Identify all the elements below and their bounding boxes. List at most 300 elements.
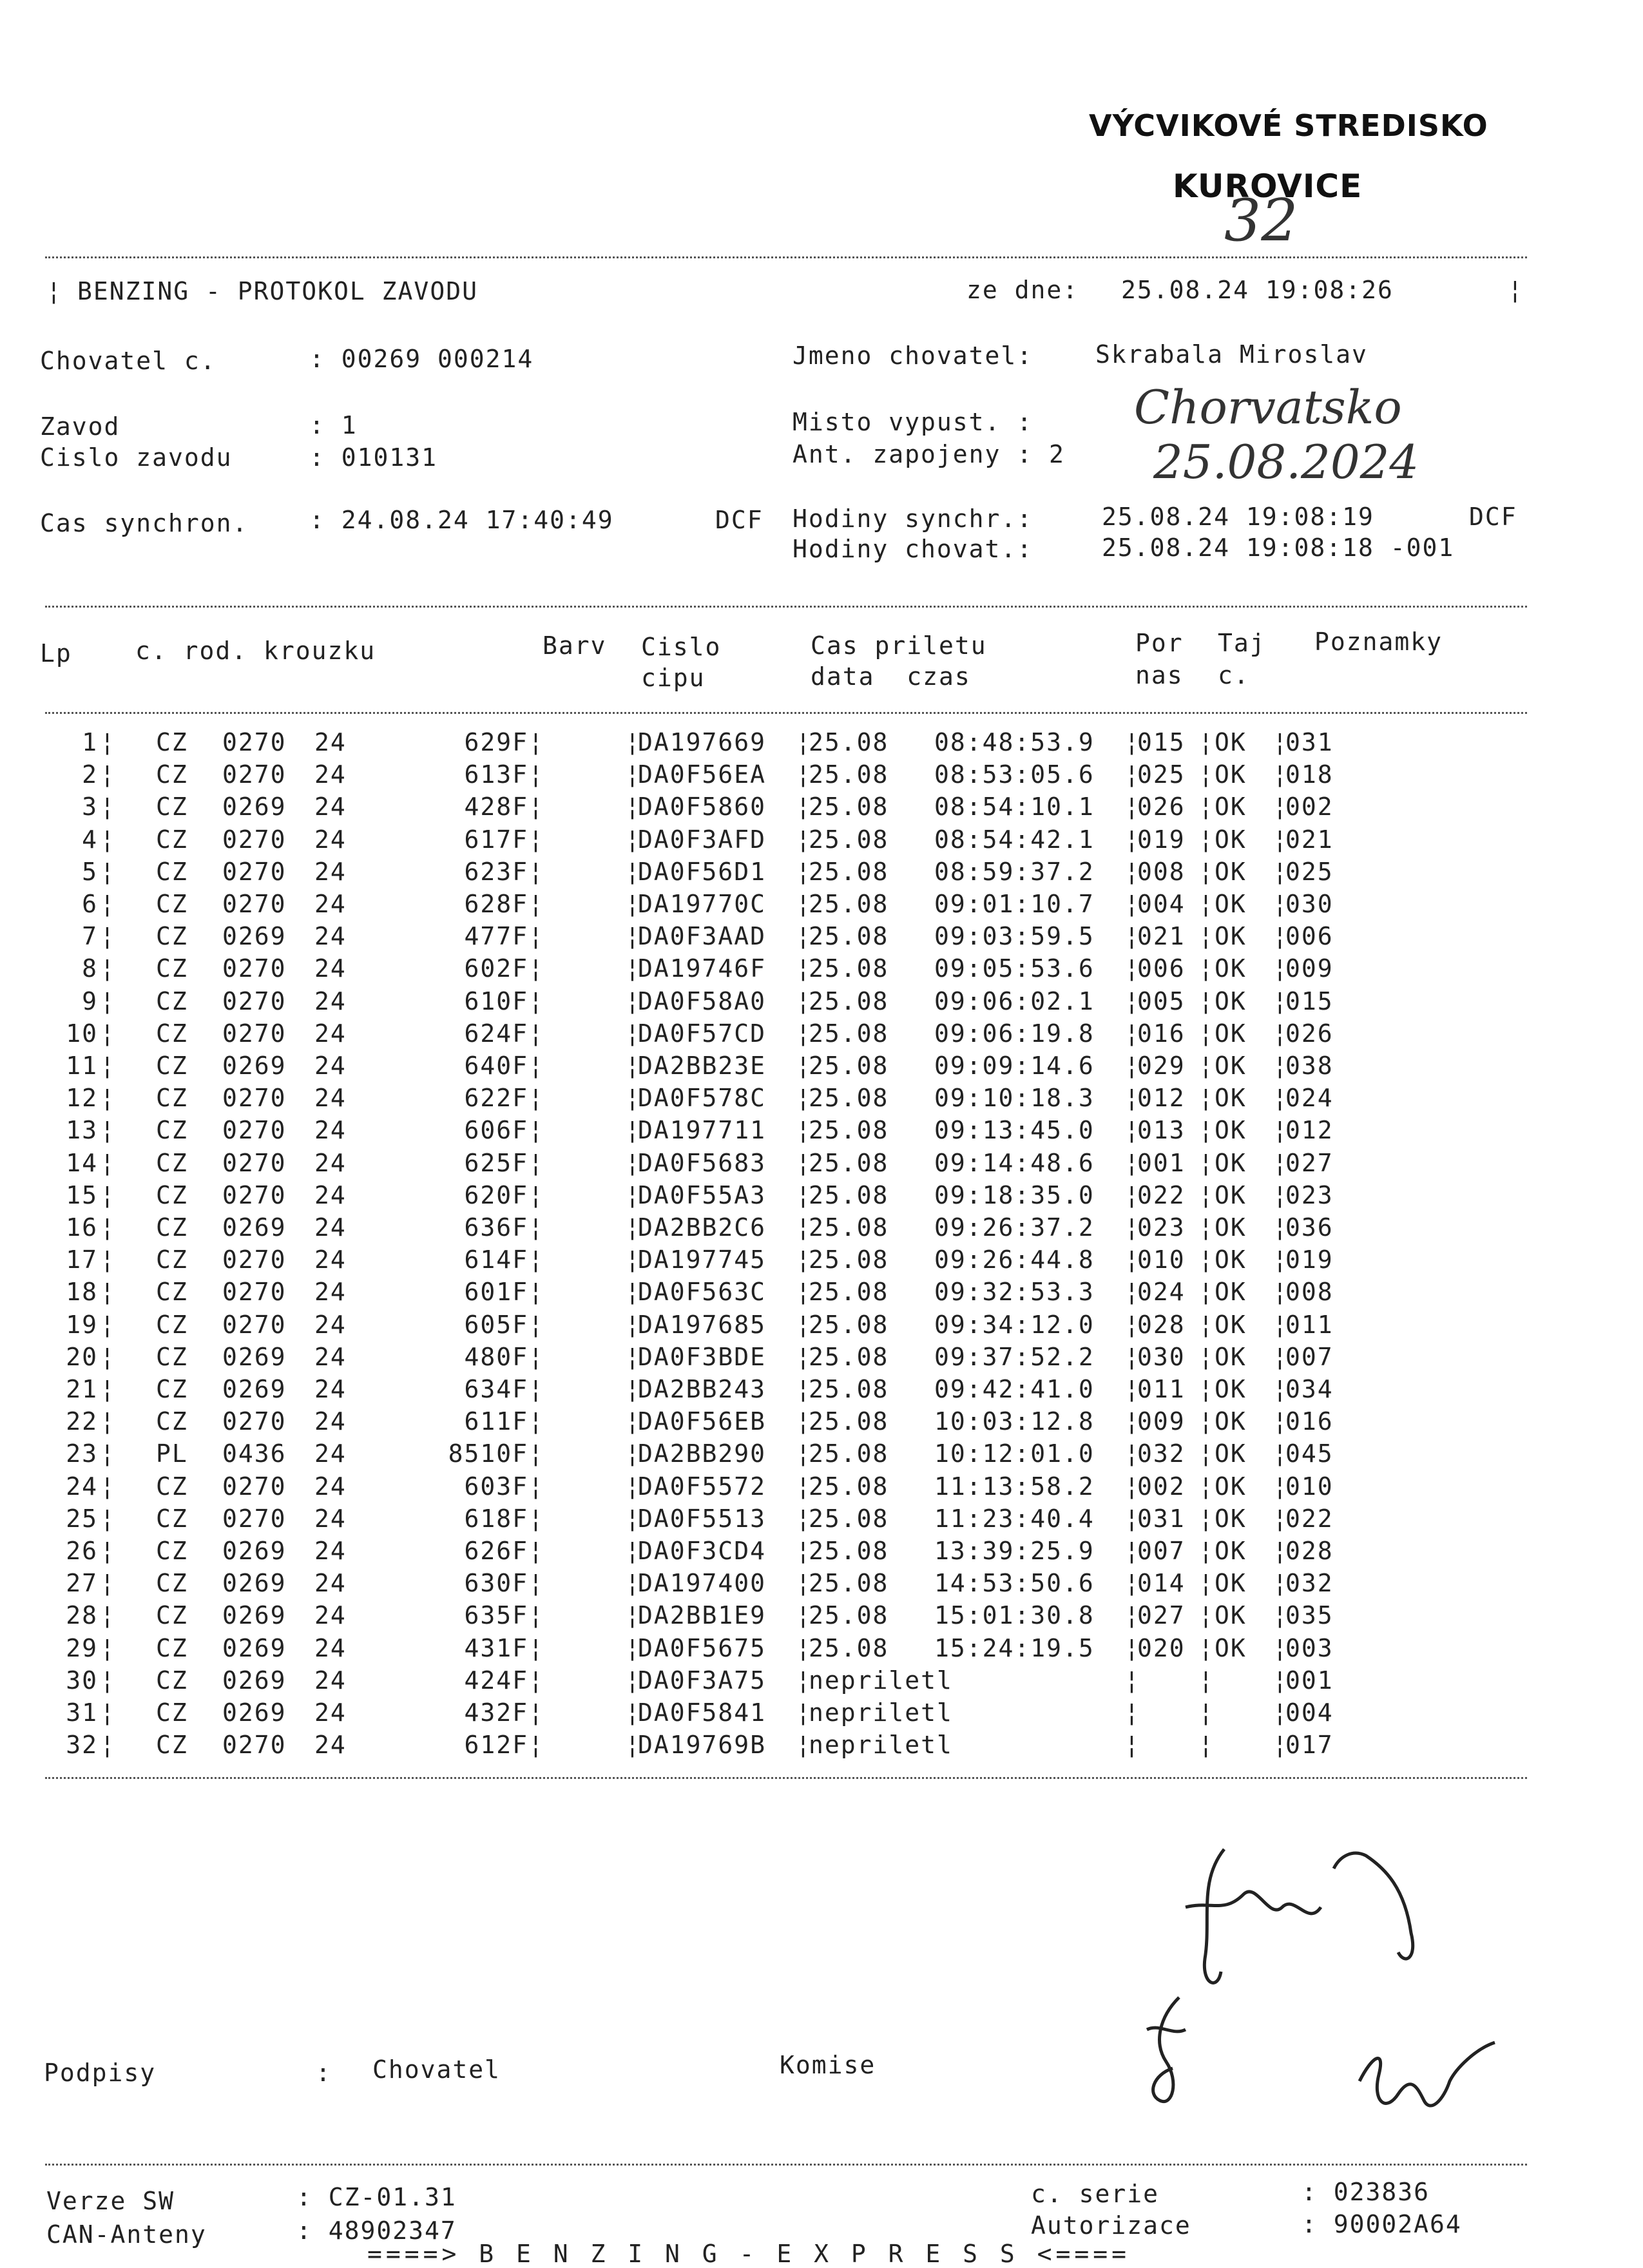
cell-ring: 610F [464,986,528,1015]
cell-por: 005 [1137,986,1186,1015]
cell-year: 24 [314,1052,347,1080]
cell-date: nepriletl [809,1698,953,1727]
col-color-header: Barv [543,631,607,660]
divider [45,606,1527,608]
column-separator: ¦ [625,1633,641,1662]
cell-note: 019 [1285,1245,1334,1274]
column-separator: ¦ [625,760,641,789]
cell-chip: DA197400 [638,1569,767,1598]
cell-taj: OK [1215,1537,1247,1565]
cell-por: 020 [1137,1633,1186,1662]
column-separator: ¦ [1198,1310,1215,1339]
cell-por: 032 [1137,1439,1186,1468]
cell-taj: OK [1215,1310,1247,1339]
brand-banner: ====> B E N Z I N G - E X P R E S S <==== [367,2240,1130,2268]
column-separator: ¦ [100,890,116,918]
cell-chip: DA197669 [638,728,767,756]
column-separator: ¦ [1273,1504,1289,1533]
cell-country: CZ [156,1569,188,1598]
cell-note: 009 [1285,954,1334,983]
cell-por: 011 [1137,1375,1186,1403]
cell-lp: 32 [66,1731,98,1760]
cell-lp: 3 [82,793,98,822]
column-separator: ¦ [1198,986,1215,1015]
signature-breeder [1173,1830,1456,1997]
cell-year: 24 [314,1213,347,1242]
cell-lp: 31 [66,1698,98,1727]
cell-chip: DA19770C [638,890,767,918]
cell-lp: 9 [82,986,98,1015]
cell-date: 25.08 [809,1148,889,1177]
cell-time: 10:12:01.0 [934,1439,1095,1468]
cell-taj: OK [1215,857,1247,886]
cell-time: 15:01:30.8 [934,1601,1095,1630]
breeder-name-label: Jmeno chovatel: [793,341,1033,370]
cell-country: CZ [156,825,188,854]
cell-note: 032 [1285,1569,1334,1598]
cell-year: 24 [314,1504,347,1533]
column-separator: ¦ [100,1633,116,1662]
column-separator: ¦ [625,954,641,983]
cell-org: 0270 [222,1278,287,1307]
can-antennas-value: : 48902347 [296,2216,457,2245]
authorization-label: Autorizace [1031,2211,1191,2240]
column-separator: ¦ [625,986,641,1015]
cell-taj: OK [1215,1601,1247,1630]
cell-time: 09:10:18.3 [934,1084,1095,1113]
column-separator: ¦ [1273,1278,1289,1307]
cell-note: 021 [1285,825,1334,854]
column-separator: ¦ [528,986,544,1015]
column-separator: ¦ [796,1116,812,1145]
cell-chip: DA0F56D1 [638,857,767,886]
cell-ring: 8510F [448,1439,528,1468]
column-separator: ¦ [796,1537,812,1565]
column-separator: ¦ [1124,1633,1140,1662]
cell-chip: DA0F5841 [638,1698,767,1727]
breeder-no-label: Chovatel c. [40,347,216,375]
cell-country: CZ [156,1698,188,1727]
column-separator: ¦ [1124,1407,1140,1436]
column-separator: ¦ [796,1504,812,1533]
can-antennas-label: CAN-Anteny [46,2220,207,2249]
cell-taj: OK [1215,1245,1247,1274]
cell-lp: 18 [66,1278,98,1307]
column-separator: ¦ [1198,890,1215,918]
clock-breeder-value: 25.08.24 19:08:18 -001 [1102,533,1455,562]
col-arrival-header-1: Cas priletu [811,631,987,660]
cell-org: 0269 [222,1601,287,1630]
cell-note: 034 [1285,1375,1334,1403]
cell-year: 24 [314,1310,347,1339]
cell-note: 025 [1285,857,1334,886]
cell-chip: DA2BB243 [638,1375,767,1403]
column-separator: ¦ [1124,1116,1140,1145]
column-separator: ¦ [1124,1698,1140,1727]
column-separator: ¦ [1198,1052,1215,1080]
cell-ring: 618F [464,1504,528,1533]
cell-chip: DA19769B [638,1731,767,1760]
cell-year: 24 [314,1698,347,1727]
cell-taj: OK [1215,890,1247,918]
cell-taj: OK [1215,1213,1247,1242]
cell-chip: DA0F3CD4 [638,1537,767,1565]
cell-ring: 606F [464,1116,528,1145]
cell-date: 25.08 [809,986,889,1015]
cell-time: 09:18:35.0 [934,1180,1095,1209]
cell-taj: OK [1215,793,1247,822]
cell-note: 036 [1285,1213,1334,1242]
column-separator: ¦ [528,1245,544,1274]
cell-note: 022 [1285,1504,1334,1533]
column-separator: ¦ [625,1019,641,1048]
column-separator: ¦ [796,1052,812,1080]
column-separator: ¦ [528,954,544,983]
column-separator: ¦ [796,1019,812,1048]
cell-date: nepriletl [809,1731,953,1760]
cell-por: 009 [1137,1407,1186,1436]
column-separator: ¦ [796,1148,812,1177]
column-separator: ¦ [625,1342,641,1371]
column-separator: ¦ [100,1052,116,1080]
sw-version-label: Verze SW [46,2187,175,2215]
column-separator: ¦ [796,760,812,789]
column-separator: ¦ [528,1504,544,1533]
cell-country: PL [156,1439,188,1468]
cell-ring: 432F [464,1698,528,1727]
column-separator: ¦ [625,1666,641,1695]
cell-ring: 601F [464,1278,528,1307]
column-separator: ¦ [1273,1569,1289,1598]
cell-time: 09:06:19.8 [934,1019,1095,1048]
cell-date: 25.08 [809,1019,889,1048]
column-separator: ¦ [625,1601,641,1630]
column-separator: ¦ [1198,1569,1215,1598]
cell-note: 023 [1285,1180,1334,1209]
cell-year: 24 [314,1180,347,1209]
col-arrival-header-2: data czas [811,662,971,691]
column-separator: ¦ [1198,1278,1215,1307]
column-separator: ¦ [1198,1698,1215,1727]
cell-org: 0270 [222,728,287,756]
cell-note: 002 [1285,793,1334,822]
cell-note: 004 [1285,1698,1334,1727]
column-separator: ¦ [1273,1245,1289,1274]
cell-date: 25.08 [809,1310,889,1339]
cell-year: 24 [314,1148,347,1177]
cell-ring: 431F [464,1633,528,1662]
column-separator: ¦ [528,1569,544,1598]
cell-org: 0270 [222,760,287,789]
cell-por: 025 [1137,760,1186,789]
column-separator: ¦ [625,1148,641,1177]
cell-country: CZ [156,1601,188,1630]
column-separator: ¦ [1198,1116,1215,1145]
cell-org: 0270 [222,1116,287,1145]
cell-chip: DA0F3AFD [638,825,767,854]
cell-year: 24 [314,1439,347,1468]
cell-year: 24 [314,728,347,756]
col-notes-header: Poznamky [1314,628,1443,656]
column-separator: ¦ [625,1407,641,1436]
cell-time: 09:13:45.0 [934,1116,1095,1145]
cell-note: 003 [1285,1633,1334,1662]
column-separator: ¦ [1124,760,1140,789]
cell-por: 007 [1137,1537,1186,1565]
cell-chip: DA197685 [638,1310,767,1339]
cell-country: CZ [156,857,188,886]
cell-taj: OK [1215,1342,1247,1371]
race-label: Zavod [40,412,120,441]
signature-breeder-label: Chovatel [372,2055,501,2084]
column-separator: ¦ [625,922,641,951]
column-separator: ¦ [528,1148,544,1177]
column-separator: ¦ [1124,1472,1140,1501]
column-separator: ¦ [1273,1633,1289,1662]
column-separator: ¦ [1198,1180,1215,1209]
cell-lp: 19 [66,1310,98,1339]
cell-year: 24 [314,1537,347,1565]
column-separator: ¦ [796,1310,812,1339]
cell-time: 09:42:41.0 [934,1375,1095,1403]
cell-date: 25.08 [809,1245,889,1274]
cell-year: 24 [314,1342,347,1371]
cell-country: CZ [156,1666,188,1695]
column-separator: ¦ [1124,890,1140,918]
cell-lp: 16 [66,1213,98,1242]
column-separator: ¦ [1124,1537,1140,1565]
column-separator: ¦ [528,1084,544,1113]
signature-commission-2 [1347,2030,1501,2126]
cell-date: 25.08 [809,922,889,951]
cell-year: 24 [314,1731,347,1760]
cell-country: CZ [156,890,188,918]
column-separator: ¦ [528,1278,544,1307]
cell-lp: 2 [82,760,98,789]
column-separator: ¦ [1124,793,1140,822]
cell-date: 25.08 [809,793,889,822]
cell-note: 001 [1285,1666,1334,1695]
cell-time: 09:05:53.6 [934,954,1095,983]
cell-country: CZ [156,1278,188,1307]
cell-ring: 634F [464,1375,528,1403]
column-separator: ¦ [100,1698,116,1727]
cell-por: 021 [1137,922,1186,951]
cell-lp: 26 [66,1537,98,1565]
release-handwritten: Chorvatsko [1134,380,1402,434]
column-separator: ¦ [625,728,641,756]
cell-time: 08:54:10.1 [934,793,1095,822]
handwritten-date: 25.08.2024 [1153,435,1419,489]
cell-time: 09:01:10.7 [934,890,1095,918]
column-separator: ¦ [100,1180,116,1209]
cell-lp: 10 [66,1019,98,1048]
cell-por: 014 [1137,1569,1186,1598]
cell-country: CZ [156,1116,188,1145]
cell-note: 011 [1285,1310,1334,1339]
column-separator: ¦ [1124,1180,1140,1209]
breeder-name-value: Skrabala Miroslav [1095,340,1368,369]
sync-value: : 24.08.24 17:40:49 [309,506,614,534]
cell-chip: DA0F3A75 [638,1666,767,1695]
cell-note: 012 [1285,1116,1334,1145]
cell-year: 24 [314,1375,347,1403]
divider [45,1777,1527,1779]
column-separator: ¦ [1198,1407,1215,1436]
divider [45,256,1527,258]
cell-org: 0270 [222,1310,287,1339]
cell-date: 25.08 [809,857,889,886]
cell-date: 25.08 [809,1278,889,1307]
cell-ring: 628F [464,890,528,918]
cell-year: 24 [314,986,347,1015]
cell-date: 25.08 [809,1537,889,1565]
column-separator: ¦ [100,1342,116,1371]
column-separator: ¦ [1124,1504,1140,1533]
cell-country: CZ [156,1019,188,1048]
clock-sync-label: Hodiny synchr.: [793,505,1033,533]
column-separator: ¦ [796,728,812,756]
column-separator: ¦ [796,1342,812,1371]
column-separator: ¦ [528,1116,544,1145]
cell-por: 006 [1137,954,1186,983]
cell-por: 031 [1137,1504,1186,1533]
cell-por: 004 [1137,890,1186,918]
race-value: : 1 [309,411,358,439]
cell-year: 24 [314,1116,347,1145]
column-separator: ¦ [625,1052,641,1080]
cell-org: 0270 [222,954,287,983]
antennas-label: Ant. zapojeny : 2 [793,440,1065,468]
column-separator: ¦ [1124,1310,1140,1339]
col-order-header-2: nas [1135,661,1184,689]
cell-ring: 603F [464,1472,528,1501]
column-separator: ¦ [528,1537,544,1565]
column-separator: ¦ [1198,1537,1215,1565]
cell-ring: 617F [464,825,528,854]
column-separator: ¦ [100,825,116,854]
column-separator: ¦ [1124,1052,1140,1080]
cell-date: 25.08 [809,1213,889,1242]
column-separator: ¦ [528,1698,544,1727]
cell-ring: 602F [464,954,528,983]
cell-taj: OK [1215,1407,1247,1436]
column-separator: ¦ [528,1407,544,1436]
cell-date: 25.08 [809,760,889,789]
column-separator: ¦ [100,1569,116,1598]
col-order-header-1: Por [1135,629,1184,657]
column-separator: ¦ [1124,825,1140,854]
cell-por: 022 [1137,1180,1186,1209]
cell-year: 24 [314,1666,347,1695]
cell-year: 24 [314,1084,347,1113]
column-separator: ¦ [1273,1439,1289,1468]
column-separator: ¦ [1273,728,1289,756]
cell-year: 24 [314,1569,347,1598]
column-separator: ¦ [100,1472,116,1501]
column-separator: ¦ [100,1245,116,1274]
cell-chip: DA197711 [638,1116,767,1145]
cell-country: CZ [156,954,188,983]
stamp-line-1: VÝCVIKOVÉ STREDISKO [1089,108,1488,143]
cell-taj: OK [1215,1375,1247,1403]
column-separator: ¦ [1273,1310,1289,1339]
column-separator: ¦ [796,1213,812,1242]
cell-date: 25.08 [809,1569,889,1598]
cell-org: 0269 [222,1375,287,1403]
cell-ring: 640F [464,1052,528,1080]
cell-taj: OK [1215,760,1247,789]
cell-date: 25.08 [809,825,889,854]
column-separator: ¦ [1273,1148,1289,1177]
cell-note: 030 [1285,890,1334,918]
cell-por: 001 [1137,1148,1186,1177]
cell-note: 006 [1285,922,1334,951]
cell-note: 008 [1285,1278,1334,1307]
cell-year: 24 [314,1019,347,1048]
column-separator: ¦ [100,1084,116,1113]
column-separator: ¦ [1124,1342,1140,1371]
cell-chip: DA0F5572 [638,1472,767,1501]
cell-time: 10:03:12.8 [934,1407,1095,1436]
cell-org: 0269 [222,1537,287,1565]
cell-lp: 28 [66,1601,98,1630]
column-separator: ¦ [625,1504,641,1533]
cell-date: 25.08 [809,890,889,918]
cell-org: 0269 [222,1342,287,1371]
cell-year: 24 [314,1633,347,1662]
divider [45,712,1527,714]
cell-ring: 614F [464,1245,528,1274]
bracket-left: ¦ [46,277,62,305]
column-separator: ¦ [528,1019,544,1048]
cell-chip: DA197745 [638,1245,767,1274]
cell-taj: OK [1215,922,1247,951]
cell-country: CZ [156,1052,188,1080]
cell-time: 11:23:40.4 [934,1504,1095,1533]
cell-date: 25.08 [809,1601,889,1630]
column-separator: ¦ [796,793,812,822]
column-separator: ¦ [625,1245,641,1274]
cell-date: 25.08 [809,728,889,756]
cell-taj: OK [1215,1052,1247,1080]
cell-time: 09:32:53.3 [934,1278,1095,1307]
column-separator: ¦ [1198,1084,1215,1113]
column-separator: ¦ [625,890,641,918]
cell-por: 024 [1137,1278,1186,1307]
column-separator: ¦ [100,1116,116,1145]
cell-lp: 14 [66,1148,98,1177]
column-separator: ¦ [625,1731,641,1760]
column-separator: ¦ [796,1633,812,1662]
column-separator: ¦ [796,1666,812,1695]
column-separator: ¦ [528,825,544,854]
cell-time: 15:24:19.5 [934,1633,1095,1662]
column-separator: ¦ [100,1148,116,1177]
cell-chip: DA0F3AAD [638,922,767,951]
cell-org: 0270 [222,825,287,854]
cell-org: 0270 [222,1245,287,1274]
cell-time: 08:54:42.1 [934,825,1095,854]
column-separator: ¦ [625,1213,641,1242]
column-separator: ¦ [100,1439,116,1468]
column-separator: ¦ [1124,1245,1140,1274]
cell-country: CZ [156,922,188,951]
column-separator: ¦ [796,1439,812,1468]
column-separator: ¦ [1273,1666,1289,1695]
column-separator: ¦ [796,1731,812,1760]
report-title: BENZING - PROTOKOL ZAVODU [77,277,478,305]
